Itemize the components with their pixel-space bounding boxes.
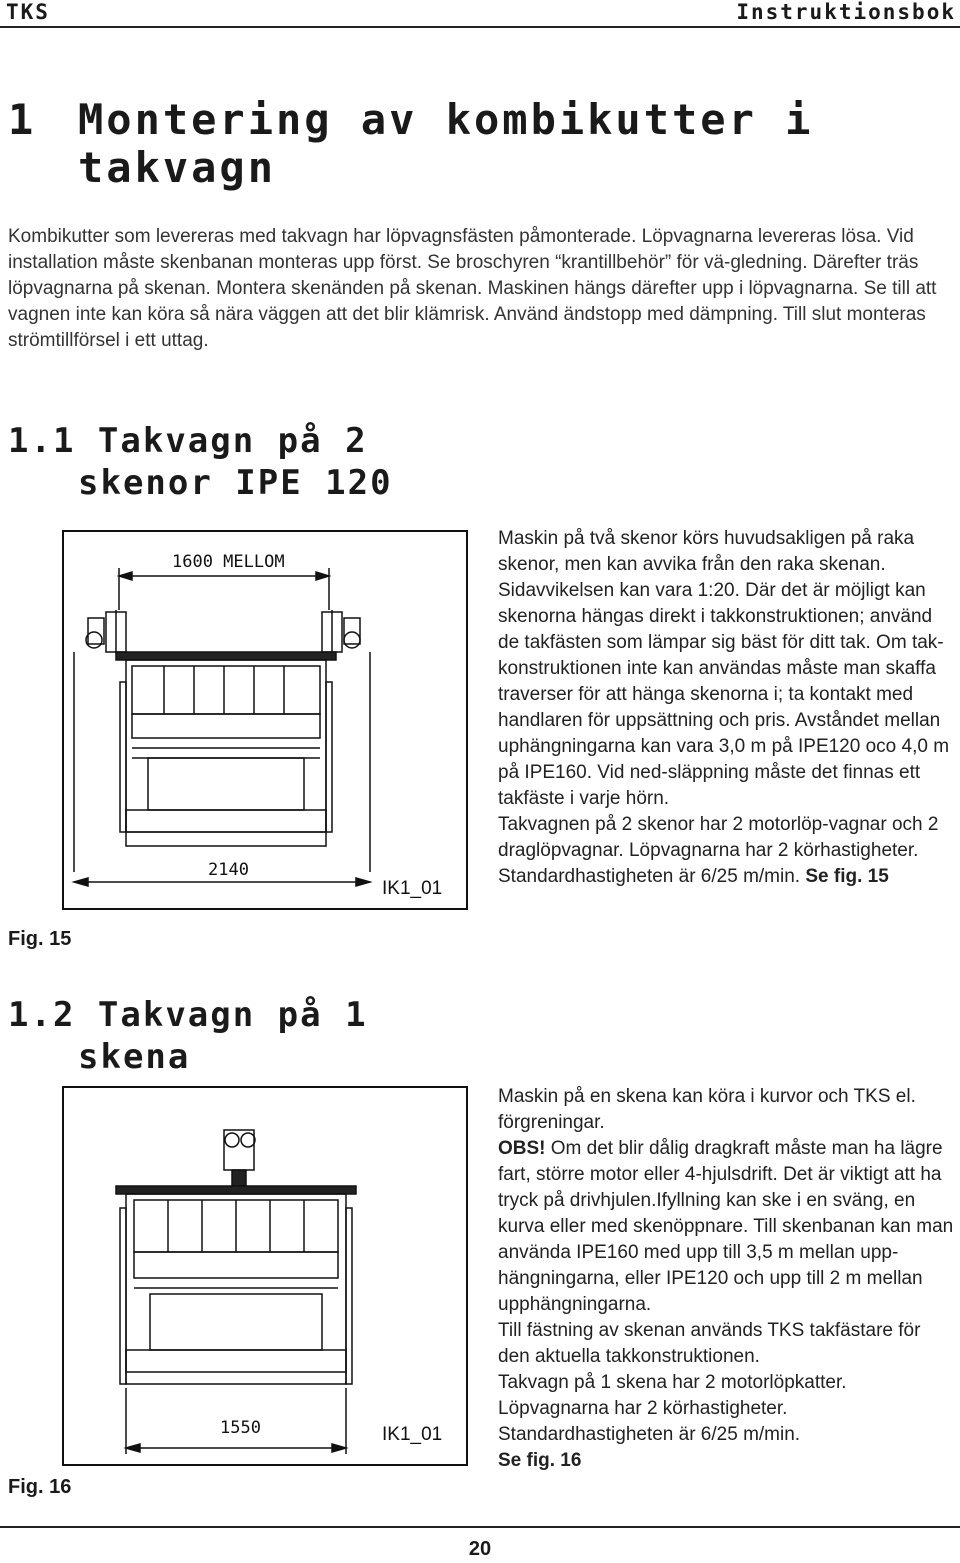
section-1-1-title-line1: Takvagn på 2 [97,421,368,461]
section-1-2-p1: Maskin på en skena kan köra i kurvor och TKS el. förgreningar. [498,1086,916,1133]
section-1-1-text [498,526,956,890]
figure-15-drawing [64,532,466,908]
figure-16-drawing [64,1088,466,1464]
figure-15 [62,530,468,910]
section-1-2-number: 1.2 [8,995,76,1035]
section-1-2-heading [8,994,368,1078]
section-1-2-p3: Till fästning av skenan används TKS takfästare för den aktuella takkonstruktionen. [498,1320,921,1367]
figure-15-label: Fig. 15 [8,928,72,950]
section-1-title-line1: Montering av kombikutter i [78,95,814,144]
figure-16-label: Fig. 16 [8,1476,72,1498]
header-doc-title: Instruktionsbok [736,0,956,24]
figure-16-dim-bottom: 1550 [220,1418,261,1438]
section-1-1-paragraph: Maskin på två skenor körs huvudsakligen på raka skenor, men kan avvika från den raka skenan. Sidavvikelsen kan vara 1:20. Där det är möjligt kan skenorna hängas direkt i takkonstruktionen; använd de takfästen som lämpar sig bäst för ditt tak. Om tak-konstruktionen inte kan användas måste man skaffa traverser för att hänga skenorna i; ta kontakt med handlaren för uppsättning och pris. Avståndet mellan uphängningarna kan vara 3,0 m på IPE120 oco 4,0 m på IPE160. Vid ned-släppning måste det finnas ett takfäste i varje hörn. [498,528,950,809]
figure-15-code: IK1_01 [382,878,443,899]
figure-15-dim-top: 1600 MELLOM [172,552,285,572]
page-header [0,0,960,28]
footer-divider [0,1526,960,1528]
section-1-heading [8,96,813,192]
figure-16 [62,1086,468,1466]
section-1-2-p4: Takvagn på 1 skena har 2 motorlöpkatter. Löpvagnarna har 2 körhastigheter. Standardhastigheten är 6/25 m/min. [498,1372,847,1445]
section-1-1-paragraph2: Takvagnen på 2 skenor har 2 motorlöp-vagnar och 2 draglöpvagnar. Löpvagnarna har 2 körhastigheter. Standardhastigheten är 6/25 m/min. Se fig. 15 [498,814,939,887]
figure-15-dim-bottom: 2140 [208,860,249,880]
section-1-2-see-fig: Se fig. 16 [498,1450,582,1471]
figure-16-code: IK1_01 [382,1424,443,1445]
section-1-intro: Kombikutter som levereras med takvagn har löpvagnsfästen påmonterade. Löpvagnarna levereras lösa. Vid installation måste skenbanan monteras upp först. Se broschyren “krantillbehör” för vä-gledning. Därefter träs löpvagnarna på skenan. Montera skenänden på skenan. Maskinen hängs därefter upp i löpvagnarna. Se till att vagnen inte kan köra så nära väggen att det blir klämrisk. Använd ändstopp med dämpning. Till slut monteras strömtillförsel i ett uttag. [8,226,937,351]
page-number: 20 [468,1538,492,1560]
section-1-2-title-line1: Takvagn på 1 [97,995,368,1035]
section-1-1-title-line2: skenor IPE 120 [78,463,393,503]
section-1-1-see-fig: Se fig. 15 [805,866,889,887]
section-1-1-number: 1.1 [8,421,76,461]
header-brand: TKS [6,0,50,24]
section-1-2-text [498,1084,956,1474]
obs-label: OBS! [498,1138,546,1159]
section-1-number: 1 [8,95,37,144]
section-1-2-title-line2: skena [78,1037,191,1077]
section-1-1-heading [8,420,393,504]
section-1-title-line2: takvagn [78,143,277,192]
section-1-2-p2: OBS! Om det blir dålig dragkraft måste man ha lägre fart, större motor eller 4-hjulsdrift. Det är viktigt att ha tryck på drivhjulen.Ifyllning kan ske i en sväng, en kurva eller med skenöppnare. Till skenbanan kan man använda IPE160 med upp till 3,5 m mellan upp-hängningarna, eller IPE120 och upp till 2 m mellan upphängningarna. [498,1138,954,1315]
